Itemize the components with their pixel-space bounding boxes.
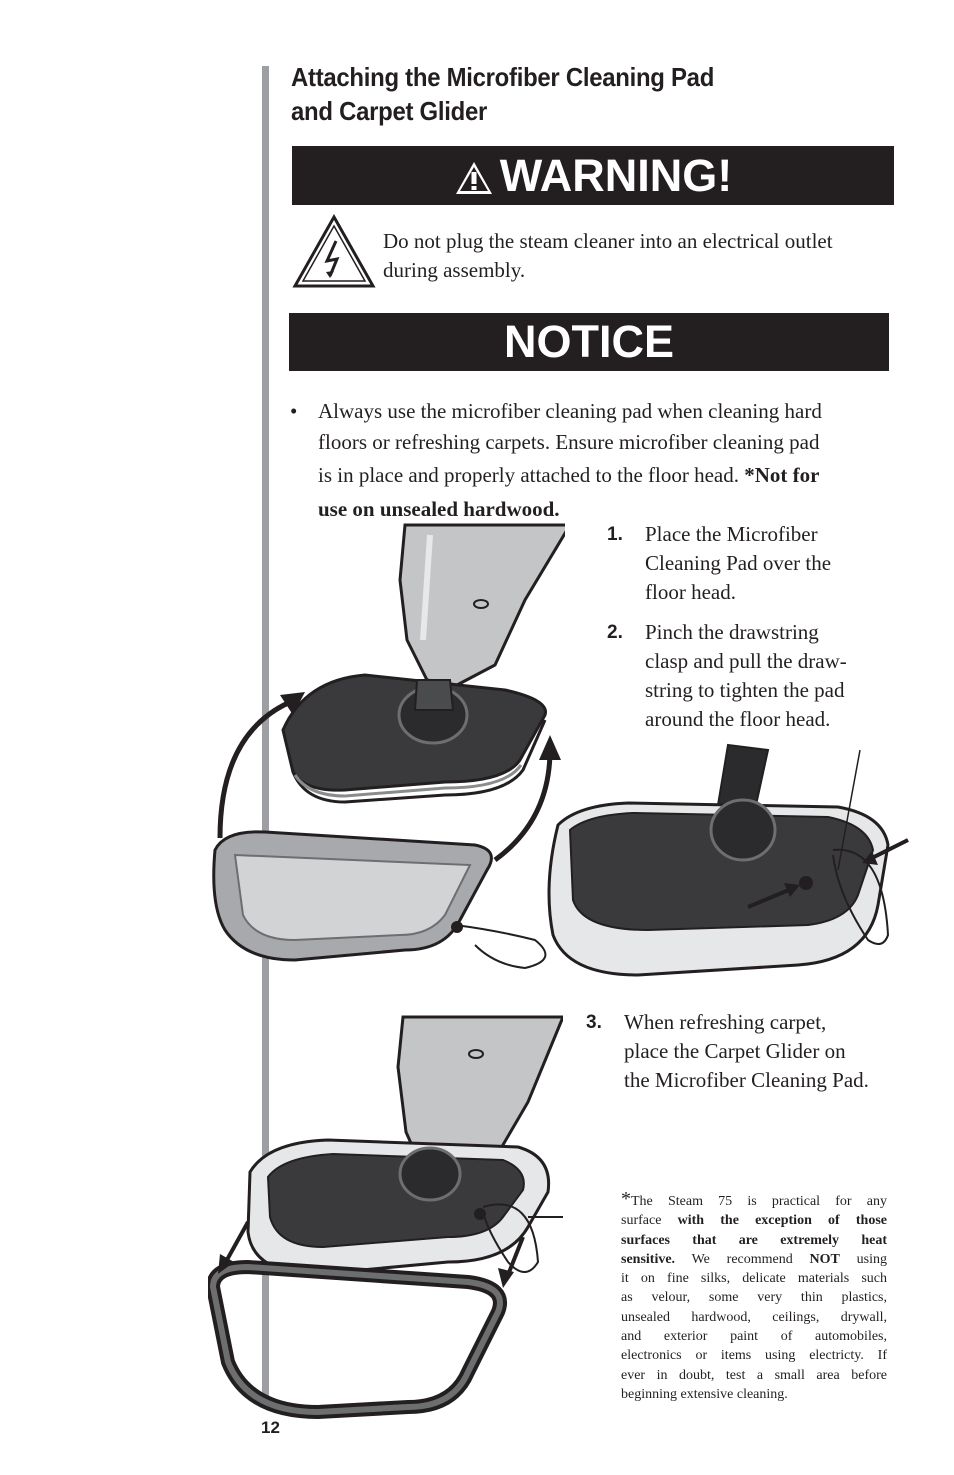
notice-line-2: floors or refreshing carpets. Ensure microfiber cleaning pad [318,430,820,454]
notice-banner-label: NOTICE [503,316,674,367]
footnote-line-2-text: surface [621,1213,662,1229]
warning-banner-label: WARNING! [499,150,733,201]
footnote-line-4-end: using [856,1251,888,1267]
electric-shock-icon [292,214,376,290]
step-2-line-2: clasp and pull the draw- [645,649,847,673]
step-3-line-1: When refreshing carpet, [624,1010,827,1034]
section-heading-line-1: Attaching the Microfiber Cleaning Pad [291,62,715,92]
footnote-line-10: ever in doubt, test a small area before [621,1367,887,1383]
step-1 [607,520,907,607]
step-3-line-2: place the Carpet Glider on [624,1039,846,1063]
step-2-line-3: string to tighten the pad [645,678,845,702]
section-heading-line-2: and Carpet Glider [291,96,488,126]
footnote-line-7: unsealed hardwood, ceilings, drywall, [621,1309,887,1325]
footnote-line-5: it on fine silks, delicate materials such [621,1271,887,1287]
footnote-line-3: surfaces that are extremely heat [621,1232,887,1248]
step-1-line-3: floor head. [645,580,736,604]
footnote-line-1 [621,1190,887,1211]
step-3 [586,1008,916,1095]
footnote-asterisk: * [621,1188,631,1210]
footnote-line-1-text: The Steam 75 is practical for any [631,1194,887,1209]
warning-text-line-2: during assembly. [383,258,526,282]
notice-banner [289,313,889,371]
step-3-line-3: the Microfiber Cleaning Pad. [624,1068,869,1092]
pad-placement-illustration [205,520,565,975]
step-2 [607,618,907,734]
step-2-number: 2. [607,622,623,643]
step-1-line-2: Cleaning Pad over the [645,551,832,575]
step-1-number: 1. [607,524,623,545]
notice-bullet-item [290,396,890,526]
footnote-line-2-bold: with the exception of those [677,1213,887,1229]
step-2-line-1: Pinch the drawstring [645,620,819,644]
notice-line-3-bold: *Not for [744,463,820,487]
step-3-number: 3. [586,1012,602,1033]
warning-text [383,227,903,285]
notice-line-1: Always use the microfiber cleaning pad when cleaning hard [318,399,822,423]
footnote-line-8: and exterior paint of automobiles, [621,1329,887,1345]
footnote-line-11: beginning extensive cleaning. [621,1386,788,1402]
footnote [621,1190,887,1404]
footnote-line-4 [621,1250,887,1269]
notice-line-3 [318,458,890,493]
notice-line-4-bold: use on unsealed hardwood. [318,497,560,521]
carpet-glider-illustration [208,1012,563,1422]
bullet-point: • [290,399,298,423]
footnote-line-6: as velour, some very thin plastics, [621,1290,887,1306]
footnote-line-2 [621,1211,887,1230]
warning-banner [292,146,894,205]
footnote-line-4-not: NOT [809,1251,840,1267]
footnote-line-4-text: We recommend [691,1251,793,1267]
drawstring-illustration [538,735,916,980]
section-heading [291,60,769,128]
warning-text-line-1: Do not plug the steam cleaner into an electrical outlet [383,229,833,253]
footnote-line-9: electronics or items using electricty. If [621,1348,887,1364]
footnote-line-4-bold: sensitive. [621,1251,676,1267]
exclamation-triangle-icon [454,160,494,196]
page-number: 12 [261,1418,280,1437]
step-2-line-4: around the floor head. [645,707,831,731]
notice-line-3-text: is in place and properly attached to the floor head. [318,463,740,487]
step-1-line-1: Place the Microfiber [645,522,818,546]
